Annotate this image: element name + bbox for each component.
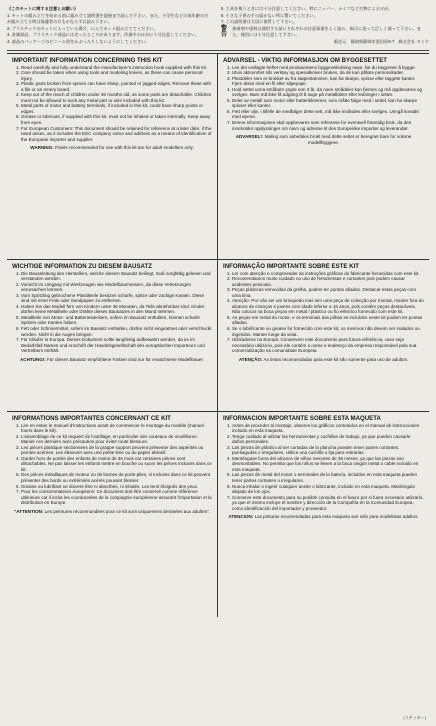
list-item: 6. Se o lubrificante ou grease for fornecido com este kit, os mesmos não devem ser inalados ou ingeridos. Manter longe da vista. bbox=[232, 326, 424, 337]
list-item: 6. Fett oder Schmiermittel, sofern im Bausatz enthalten, dürfen nicht eingeatmet oder verschluckt werden. Nicht in die Augen bringen. bbox=[21, 326, 212, 337]
warning-key: ATENCION: bbox=[228, 514, 254, 520]
list-item: 4. Halten Sie das Modell fern von Kindern unter 36 Monaten, da Teile abnehmbar sind. Kinder dürfen keine Metallteile oder Drähte dieses Bausatzes in den Mund nehmen. bbox=[21, 304, 212, 315]
list-item: 5. Metallteile von Motor- und Batteriesteckern, sofern im Bausatz enthalten, können scharfe Spitzen oder Kanten haben. bbox=[21, 315, 212, 326]
list-item: 4. Hold settet unna småbarn yngre enn 3 år, da noen smådeler kan fjernes og må oppbevares og svelges. Barn må ikke få adgang til å suge på metalldeler eller ledninger i settet. bbox=[232, 87, 424, 98]
info-list bbox=[12, 271, 212, 354]
list-item: 7. Denne informasjonen skal oppbevares som referanse for eventuell framtidig bruk, da den inneholder opplysninger om navn og adresse til den Europeiske importør og leverandør. bbox=[232, 120, 424, 131]
list-item: 1. Lire en entier le manuel d'instructions avant de commencer le montage du modèle (manuel fourni dans le kit). bbox=[21, 423, 212, 434]
list-item: 6. Graisse ou lubrifiant ne doivent être ni absorbés, ni inhalés. Les tenir éloignés des yeux. bbox=[21, 484, 212, 490]
info-list bbox=[223, 423, 424, 512]
list-item: 2. Utvis aktsomhet når verktøy og spesialkniver brukes, da de kan påføre personskader. bbox=[232, 70, 424, 76]
list-item: 6. Fett eller olje, i tilfelle de medfølger dette sett, må ikke innåndes eller svelges. Unngå kontakt med øyene. bbox=[232, 109, 424, 120]
section-heading: INFORMAÇÃO IMPORTANTE SOBRE ESTE KIT bbox=[223, 262, 359, 270]
japanese-right-column bbox=[221, 6, 429, 46]
section-portuguese bbox=[218, 259, 429, 411]
japanese-item: 1. キットの組み立てを始める前に組み立て説明書を最後まで読んで下さい。また、小学生などの低年齢の方が組み立てる時は保護者の方もかならずお読み下さい。 bbox=[7, 13, 209, 24]
list-item: 2. Tenga cuidado al utilizar las herramientas y cuchillas de trabajo, ya que pueden causarle daños personales. bbox=[232, 434, 424, 445]
list-item: 3. Plastic parts broken from sprues can have sharp, pointed or jagged edges. Remove these with a file or an emery board. bbox=[21, 81, 212, 92]
section-spanish bbox=[218, 411, 429, 617]
list-item: 5. Des pièces métalliques de moteur ou de bornes de porte-piles, si incluses dans ce kit peuvent présenter des bords ou extrémités acérés pouvant blesser. bbox=[21, 472, 212, 483]
list-item: 6. Nunca inhalar o ingerir cualquier aceite o lubricante, incluido en esta maqueta. Manténgalo alejado de los ojos. bbox=[232, 484, 424, 495]
paint-warning bbox=[223, 514, 424, 520]
list-item: 5. As peças em metal do motor, e os terminais das pilhas se incluídos neste kit podem ter pontas afiadas. bbox=[232, 315, 424, 326]
paint-warning bbox=[223, 357, 424, 363]
warning-key: "ATTENTION: bbox=[14, 508, 44, 514]
japanese-item: 7. この説明書は大切に保管して下さい。 bbox=[221, 19, 297, 24]
section-heading: WICHTIGE INFORMATION ZU DIESEM BAUSATZ bbox=[12, 262, 152, 270]
warning-text: Las pinturas recomendadas para esta maqueta son sólo para modelistas adultos. bbox=[254, 514, 419, 520]
section-heading: INFORMATIONS IMPORTANTES CONCERNANT CE KIT bbox=[12, 414, 171, 422]
list-item: 7. For European Customers: This document should be retained for reference at a later date, if the need arises, as it includes the EEC company name and address as a means of identification of the European importer and supplier. bbox=[21, 126, 212, 143]
warning-key: ATENÇÃO: bbox=[238, 356, 263, 362]
list-item: 2. Vorsicht im Umgang mit Werkzeugen wie Modellbaumessern, da diese Verletzungen verursachen können. bbox=[21, 282, 212, 293]
warning-key: WARNING: bbox=[30, 145, 54, 151]
list-item: 2. Recomendamos muito cuidado no uso de ferramentas e cortantes pois podem causar acidentes pessoais. bbox=[232, 276, 424, 287]
paint-warning bbox=[223, 134, 424, 145]
japanese-left-column bbox=[7, 6, 211, 46]
japanese-title: 《このキットに関する注意とお願い》 bbox=[7, 6, 79, 11]
section-german bbox=[7, 259, 218, 411]
section-heading: ADVARSEL - VIKTIG INFORMASJON OM BYGGESETTET bbox=[223, 56, 387, 64]
section-english bbox=[7, 53, 218, 259]
paint-warning bbox=[12, 357, 212, 363]
warning-text: Für diesen Bausatz empfohlene Farben sind nur für erwachsene Modellbauer. bbox=[47, 356, 204, 362]
list-item: 2. L'assemblage de ce kit requiert de l'outillage, en particulier des couteaux de modélisme. Manier ces derniers avec précaution pour éviter toute blessure. bbox=[21, 434, 212, 445]
paint-warning bbox=[12, 145, 212, 151]
list-item: 3. Les pièces plastique sectionnées de la grappe support peuvent présenter des aspérités ou pointes acérées. Les ébavurer avec une petite lime ou du papier abrasif. bbox=[21, 445, 212, 456]
list-item: 1. Die Bauanleitung des Herstellers, welche diesem Bausatz beiliegt, muß sorgfältig gelesen und verstanden werden. bbox=[21, 271, 212, 282]
list-item: 4. Manténgase fuera del alcance de niños menores de 36 meses, ya que las piezas son desmontables. No permita que los niños se lleven a la boca ningún metal o cable incluido en esta maqueta. bbox=[232, 456, 424, 473]
list-item: 4. Atenção: Por não ser um brinquedo mas sim uma peça de colecção por montar, manter fora do alcance de crianças e jovens com idade inferior a 16 anos, pois contém peças destacáveis. Não colocar na boca peças em metal / plástico ou fio eléctrico fornecido com este kit. bbox=[232, 298, 424, 315]
list-item: 5. Deler av metall som motor eller batteriklemmer, som måtte følge med i settet, kan ha skarpe spisser eller kanter. bbox=[232, 98, 424, 109]
footer-code: (ステッカー) bbox=[403, 715, 426, 720]
list-item: 7. Utilizadores na Europa: Conservem este documento para futura referência, caso seja necessário utilizá-lo, pois ele contém o nome e endereço da empresa responsável pela sua comercialização na comunidade Europeia. bbox=[232, 337, 424, 354]
info-list bbox=[12, 65, 212, 143]
japanese-item: 5. 工具を使うときには十分注意してください。特にニッパー、ナイフなど刃物によるけが。 bbox=[221, 6, 393, 11]
list-item: 3. Peças plásticas removidas da grelha, podem ter pontas afiadas. Destacar estas peças com uma lima. bbox=[232, 287, 424, 298]
section-heading: INFORMACION IMPORTANTE SOBRE ESTA MAQUETA bbox=[223, 414, 381, 422]
info-list bbox=[223, 65, 424, 132]
japanese-header bbox=[7, 6, 429, 46]
list-item: 1. Les det vedlagte heftet med produsentens byggeveiledning nøye, før du begynner å bygge. bbox=[232, 65, 424, 71]
warning-text: Les peintures recommandées pour ce kit sont uniquement destinées aux adultes". bbox=[44, 508, 210, 514]
info-list bbox=[223, 271, 424, 354]
warning-text: Paints recommended for use with this kit are for adult modellers only. bbox=[55, 145, 194, 151]
info-list bbox=[12, 423, 212, 506]
warning-text: As tintas recomendadas para este kit são somente para uso de adultos. bbox=[263, 356, 409, 362]
list-item: 1. Antes de proceder al montaje, observe los gráficos contenidos en el manual de instrucciones incluido en esta maqueta. bbox=[232, 423, 424, 434]
japanese-warning bbox=[221, 26, 429, 38]
language-grid bbox=[7, 53, 429, 617]
list-item: 3. Vom Spritzling gebrochene Plastikteile besitzen scharfe, spitze oder zackige Kanten. Diese sind mit einer Feile oder Sandpapier zu entfernen. bbox=[21, 293, 212, 304]
list-item: 6. Grease or lubricant, if supplied with this kit, must not be inhaled or taken internally. Keep away from eyes. bbox=[21, 114, 212, 125]
warning-text: Maling som anbefales brukt med dette settet er beregnet bare for voksne modellbyggere. bbox=[264, 134, 412, 145]
japanese-item: 3. 金属部品、プラスチック部品には尖ったところがあります。作業中のけがに十分注意してください。 bbox=[7, 32, 200, 37]
list-item: 4. Garder hors de portée des enfants de moins de 36 mois car certaines pièces sont détachables. Ne pas laisser les enfants mettre en bouche ou sucer les pièces incluses dans ce kit. bbox=[21, 456, 212, 473]
list-item: 5. Las piezas de metal del motor o terminales de la batería, incluidos en esta maqueta pueden tener partes cortantes o irregulares. bbox=[232, 472, 424, 483]
list-item: 7. Für Kläufer in Europa: Dieses Dokument sollte langfristig aufbewahrt werden, da es im Bedarfsfall Namen und Anschrift der Handelsgesellschaft des europäischen Importeurs und Vertreibers enthält. bbox=[21, 337, 212, 354]
warning-key: ACHTUNG!: bbox=[20, 356, 46, 362]
section-norwegian bbox=[218, 53, 429, 259]
list-item: 1. Read carefully and fully understand the manufacturer's instruction book supplied with this kit. bbox=[21, 65, 212, 71]
list-item: 3. Las piezas de plástico al ser cortadas de la plancha pueden tener partes cortantes, puntiagudas o irregulares. Utilice una cuchilla o lija para retirarlas. bbox=[232, 445, 424, 456]
paint-warning bbox=[12, 509, 212, 515]
divider bbox=[7, 50, 429, 51]
japanese-item: 4. 部品のパッケージのビニール袋をかぶったりしないようにしてください。 bbox=[7, 38, 150, 44]
list-item: 3. Plastdeler som er brukket av fra støpestammen, kan ha skarpe, spisse eller taggete kanter. Fjern disse med en fil eller slipepapir. bbox=[232, 76, 424, 87]
japanese-item: 2. プラスチックのキットに入っている場合、にんでカット組み立ててください。 bbox=[7, 25, 158, 31]
section-heading: IMPORTANT INFORMATION CONCERNING THIS KIT bbox=[12, 56, 163, 64]
japanese-item: 6. 小さな子供の手の届かない所に置いてください。 bbox=[221, 12, 318, 18]
japanese-maker: 販売元 静岡県静岡市恩田原3-7 株式会社 タミヤ bbox=[333, 39, 429, 44]
list-item: 5. Metal parts of motor and battery terminals, if included in this kit, could have sharp points or edges. bbox=[21, 103, 212, 114]
list-item: 2. Care should be taken when using tools and modeling knives, as these can cause personal injury. bbox=[21, 70, 212, 81]
japanese-warning-key: 警告 bbox=[221, 26, 228, 38]
list-item: 7. Pour les consommateurs européens: Ce document doit être conservé comme référence ultérieure car il inclut les coordonnées de la compagnie européenne assurant l'importation et la distribution en Europe. bbox=[21, 489, 212, 506]
section-french bbox=[7, 411, 218, 617]
list-item: 7. Conserve este documento para su posible consulta en el futuro por si fuera necesario utilizarlo, ya que el mismo incluye el nombre y dirección de la Compañía en la Comunidad Europea, como identificación del importador y proveedor. bbox=[232, 495, 424, 512]
japanese-warning-text: 接着剤や塗料は使用する前にそれぞれの注意事項をよく読み、指示に従って正しく使って下さい。また、使用には十分注意して下さい。 bbox=[232, 26, 421, 37]
warning-key: ADVARSEL!: bbox=[235, 134, 264, 140]
list-item: 1. Ler com atenção e compreender as instruções gráficas do fabricante fornecidas com este kit. bbox=[232, 271, 424, 277]
list-item: 4. Keep out of the reach of children under 36 months old, as some parts are detachable. Children must not be allowed to suck any metal part or wire included with this kit. bbox=[21, 92, 212, 103]
